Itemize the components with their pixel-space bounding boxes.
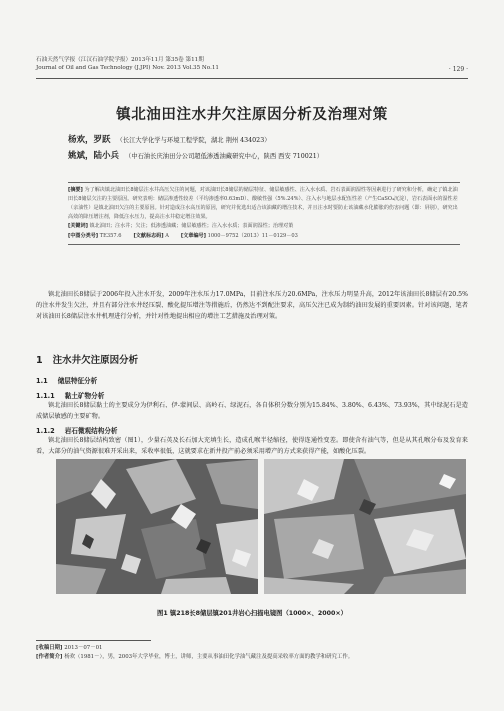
- section-title: 储层特征分析: [57, 377, 98, 385]
- subsection-heading-1-1: [36, 375, 107, 385]
- abstract: [68, 186, 460, 222]
- figure-caption: 图1 镇218长8储层镇201井岩心扫描电镜图（1000×、2000×）: [157, 610, 347, 617]
- paragraph-text: 镇北油田长8储层结构致密（图1），少量石英及长石加大充填生长，造成孔喉半径缩径，使得连通性变差。即使含有油气等，但是从其孔喉分布及发育来看，大部分的油气资源很难开采出来，采收率很低，这就要求在新井投产前必须采用增产的方式来获得产能，如酸化压裂。: [36, 437, 468, 456]
- subsection-heading-1-1-1: [36, 390, 114, 400]
- section-number: 1.1.1: [36, 392, 55, 400]
- author-affiliation: （中石油长庆油田分公司超低渗透油藏研究中心，陕西 西安 710021）: [125, 153, 324, 160]
- paragraph-microstructure: [36, 435, 468, 457]
- intro-paragraph: [36, 289, 468, 323]
- received-value: 2013－07－01: [64, 645, 103, 651]
- sem-image-1000x: [56, 459, 258, 594]
- section-number: 1.1.2: [36, 427, 55, 435]
- article-id-value: 1000－9752（2013）11－0129－03: [207, 233, 298, 240]
- classification-codes: [68, 232, 460, 241]
- author-bio-label: [作者简介]: [36, 654, 63, 660]
- section-title: 注水井欠注原因分析: [52, 355, 139, 366]
- subsection-heading-1-1-2: [36, 425, 128, 435]
- article-id-label: [文章编号]: [180, 233, 206, 240]
- author-names: 杨欢，罗跃: [68, 135, 111, 145]
- footnote-rule: [36, 640, 151, 641]
- footnote: [36, 644, 468, 662]
- page-number: · 129 ·: [448, 66, 468, 73]
- clc-value: TE357.6: [99, 233, 122, 240]
- author-affiliation: （长江大学化学与环境工程学院，湖北 荆州 434023）: [116, 137, 271, 144]
- abstract-box: [68, 182, 460, 245]
- author-names: 姚斌，陆小兵: [68, 151, 120, 161]
- paragraph-text: 镇北油田长8储层黏土的主要成分为伊利石、伊-蒙间层、高岭石、绿泥石，各自体积分数分别为15.84%、3.80%、6.43%、73.93%，其中绿泥石是造成储层敏感的主要矿物。: [36, 402, 468, 421]
- received-date: [36, 644, 468, 653]
- sem-image-2000x: [264, 459, 466, 594]
- section-title: 岩石微观结构分析: [64, 427, 118, 435]
- author-bio-text: 杨欢（1981－），男，2003年大学毕业，博士，讲师，主要从事油田化学油气藏注及提高采收率方面的教学和研究工作。: [64, 654, 354, 660]
- keywords: [68, 222, 460, 231]
- author-line-2: [68, 152, 323, 161]
- abstract-text: 为了解决镇北油田长8储层注水井高压欠注的问题，对该油田长8储层的储层特征、储层敏感性、注入水水质、岩石表面润湿性等因素进行了研究和分析，确定了镇北油田长8储层欠注的主要原因。研究表明：储层渗透性较差（平均渗透率0.63mD）、酸敏性强（5%.24%）、注入水与地层水配伍性差（产生CaSO₄沉淀），岩石表面水的湿性差（亲油性）是镇北油田欠注的主要原因。针对造成注水高压的原因，研究并优选出适合该油藏的增注技术，并且注水时要防止该油藏水化膨胀的伤害问题（即：屏别），研究出高效的降压增注剂，降低注水压力，提高注水井稳定增注效果。: [68, 187, 458, 221]
- header-rule: [36, 78, 468, 79]
- section-number: 1: [36, 355, 43, 366]
- author-line-1: [68, 136, 271, 145]
- journal-en: Journal of Oil and Gas Technology (J.JPI) Nov. 2013 Vol.35 No.11: [36, 65, 219, 71]
- received-label: [收稿日期]: [36, 645, 63, 651]
- clc-label: [中图分类号]: [68, 233, 99, 240]
- keywords-label: [关键词]: [68, 223, 88, 230]
- intro-text: 镇北油田长8储层于2006年投入注水开发，2009年注水压力17.0MPa，目前注水压力20.6MPa，注水压力明显升高，2012年该油田长8储层有20.5%的注水井发生欠注，并且有部分注水井经压裂、酸化提压增注等措施后，仍然达不到配注要求，高压欠注已成为制约油田发展的重要因素。针对该问题，笔者对该油田长8储层注水井机理进行分析，并针对性地提出相应的增注工艺措施及治理对策。: [36, 291, 468, 321]
- running-header: [36, 56, 468, 72]
- abstract-label: [摘要]: [68, 187, 83, 193]
- doc-code-label: [文献标志码]: [133, 233, 164, 240]
- author-bio: [36, 653, 468, 662]
- section-heading-1: [36, 352, 148, 366]
- keywords-text: 镇北油田；注水井；欠注；低渗透油藏；储层敏感性；注入水水质；表面润湿性；治理对策: [89, 223, 294, 230]
- paper-title: 镇北油田注水井欠注原因分析及治理对策: [116, 107, 388, 123]
- section-title: 黏土矿物分析: [64, 392, 105, 400]
- journal-cn: 石油天然气学报（江汉石油学院学报）2013年11月 第35卷 第11期: [36, 57, 204, 63]
- paragraph-clay-minerals: [36, 400, 468, 422]
- section-number: 1.1: [36, 377, 48, 385]
- doc-code-value: A: [165, 233, 169, 240]
